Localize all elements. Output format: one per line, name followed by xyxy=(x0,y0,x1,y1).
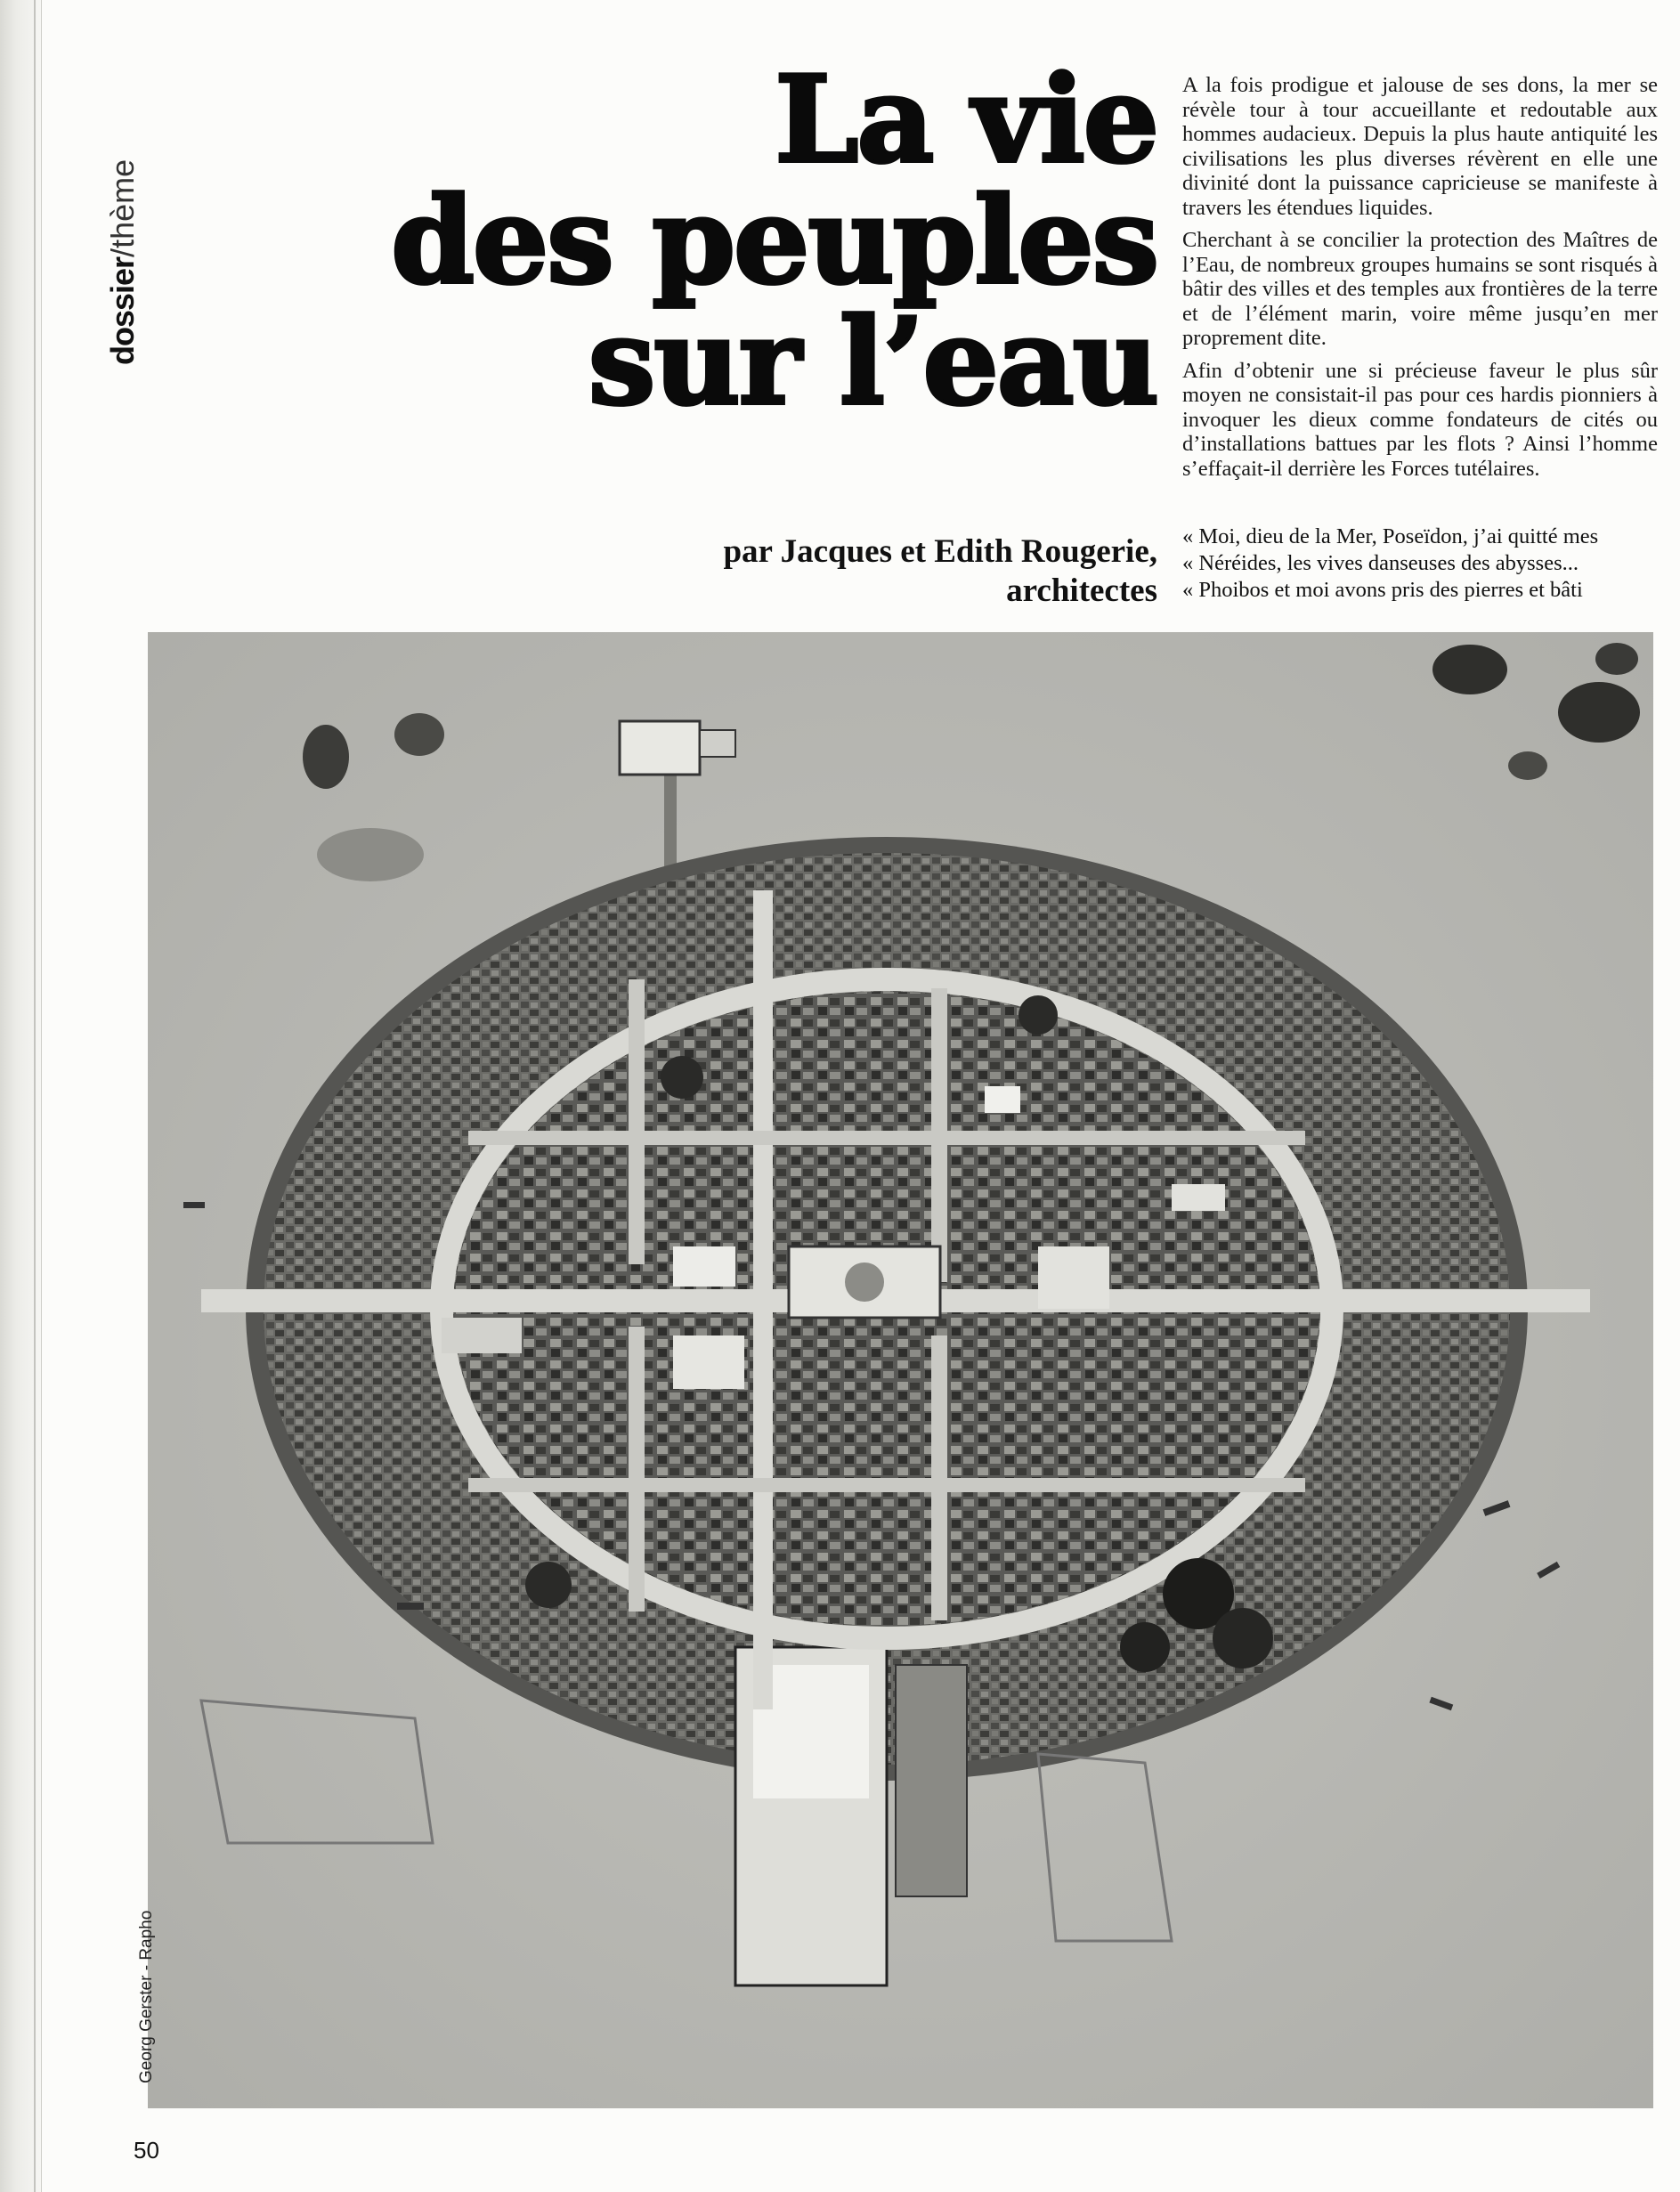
byline-authors: par Jacques et Edith Rougerie, xyxy=(723,533,1157,570)
aerial-photo-island-town xyxy=(148,632,1653,2108)
section-label-light: /thème xyxy=(104,158,141,257)
quotes-block xyxy=(1182,524,1658,604)
quote-line-2: « Néréides, les vives danseuses des abysses... xyxy=(1182,551,1579,575)
byline-profession: architectes xyxy=(1006,572,1157,609)
intro-paragraph-1: A la fois prodigue et jalouse de ses dons, la mer se révèle tour à tour accueillante et redoutable aux hommes audacieux. Depuis la plus haute antiquité les civilisations les plus diverses révèrent en elle une divinité dont la puissance capricieuse se manifeste à travers les étendues liquides. xyxy=(1182,73,1658,220)
intro-paragraph-3: Afin d’obtenir une si précieuse faveur le plus sûr moyen ne consistait-il pas pour ces hardis pionniers à invoquer les dieux comme fondateurs de cités ou d’installations battues par les flots ? Ainsi l’homme s’effaçait-il derrière les Forces tutélaires. xyxy=(1182,358,1658,481)
intro-paragraph-2: Cherchant à se concilier la protection des Maîtres de l’Eau, de nombreux groupes humains se sont risqués à bâtir des villes et des temples aux frontières de la terre et de l’élément marin, voire même jusqu’en mer proprement dite. xyxy=(1182,228,1658,350)
page-binding-edge xyxy=(0,0,42,2192)
section-label-strong: dossier xyxy=(104,256,141,365)
page-number: 50 xyxy=(134,2137,159,2164)
headline xyxy=(338,49,1157,432)
aerial-photo-illustration xyxy=(148,632,1653,2108)
intro-text xyxy=(1182,73,1658,489)
photo-credit: Georg Gerster - Rapho xyxy=(137,1910,156,2083)
byline xyxy=(534,532,1157,611)
section-label xyxy=(96,62,150,365)
quote-line-1: « Moi, dieu de la Mer, Poseïdon, j’ai quitté mes xyxy=(1182,524,1599,548)
quote-line-3: « Phoibos et moi avons pris des pierres et bâti xyxy=(1182,578,1583,602)
headline-line-1: La vie xyxy=(775,49,1157,190)
headline-line-2: des peuples xyxy=(391,170,1157,311)
headline-line-3: sur l’eau xyxy=(588,291,1157,432)
